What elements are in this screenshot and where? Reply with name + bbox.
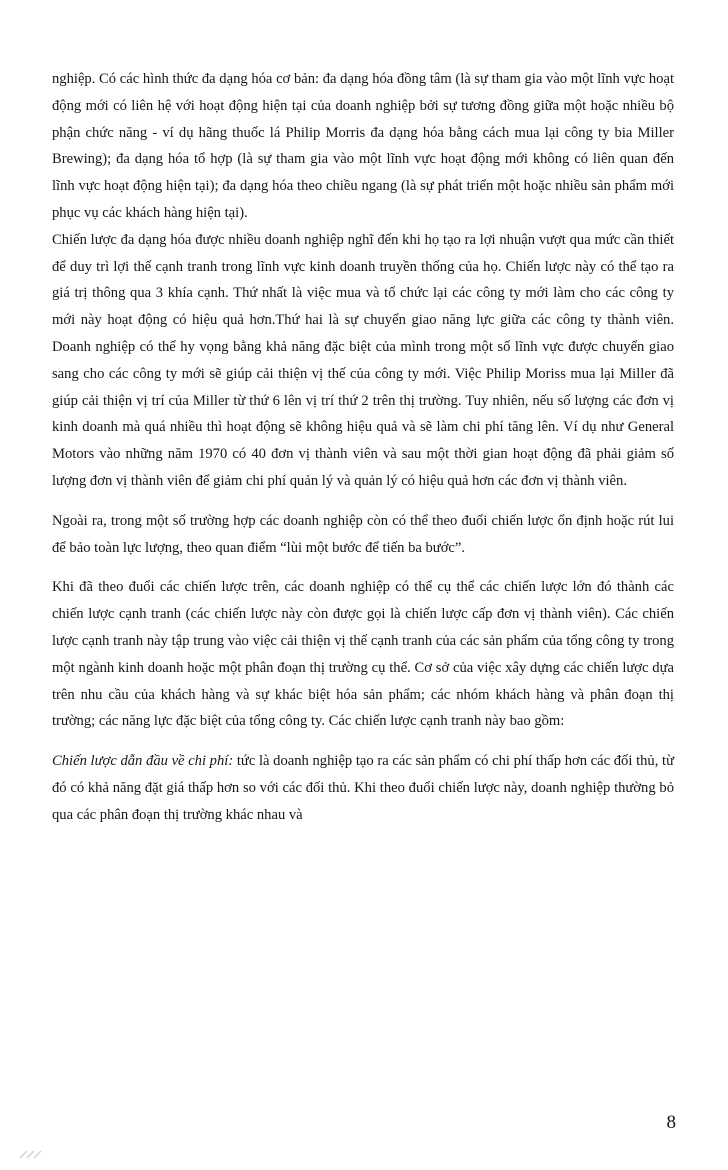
paragraph-diversification-forms <box>52 66 674 227</box>
paragraph-text: Khi đã theo đuổi các chiến lược trên, các doanh nghiệp có thể cụ thể các chiến lược lớn đó thành các chiến lược cạnh tranh (các chiến lược này còn được gọi là chiến lược cấp đơn vị thành viên). Các chiến lược cạnh tranh này tập trung vào việc cải thiện vị thế cạnh tranh của các sản phẩm của tổng công ty trong một ngành kinh doanh hoặc một phân đoạn thị trường cụ thể. Cơ sở của việc xây dựng các chiến lược dựa trên nhu cầu của khách hàng và sự khác biệt hóa sản phẩm; các nhóm khách hàng và phân đoạn thị trường; các năng lực đặc biệt của tổng công ty. Các chiến lược cạnh tranh này bao gồm: <box>52 579 674 730</box>
scan-mark-icon <box>18 1146 48 1160</box>
paragraph-lead-term: Chiến lược dẫn đầu về chi phí: <box>52 753 234 770</box>
paragraph-text: Ngoài ra, trong một số trường hợp các doanh nghiệp còn có thể theo đuổi chiến lược ổn định hoặc rút lui để bảo toàn lực lượng, theo quan điểm “lùi một bước để tiến ba bước”. <box>52 512 674 556</box>
paragraph-diversification-value <box>52 227 674 495</box>
paragraph-cost-leadership <box>52 748 674 828</box>
document-body <box>52 66 674 829</box>
page-number: 8 <box>666 1112 676 1133</box>
paragraph-stability-retreat <box>52 508 674 562</box>
paragraph-text: nghiệp. Có các hình thức đa dạng hóa cơ bản: đa dạng hóa đồng tâm (là sự tham gia vào một lĩnh vực hoạt động mới có liên hệ với hoạt động hiện tại của doanh nghiệp bởi sự tương đồng giữa một hoặc nhiều bộ phận chức năng - ví dụ hãng thuốc lá Philip Morris đa dạng hóa bằng cách mua lại công ty bia Miller Brewing); đa dạng hóa tổ hợp (là sự tham gia vào một lĩnh vực hoạt động mới không có liên quan đến lĩnh vực hoạt động hiện tại); đa dạng hóa theo chiều ngang (là sự phát triển một hoặc nhiều sản phẩm mới phục vụ các khách hàng hiện tại). <box>52 71 674 221</box>
paragraph-competitive-strategies <box>52 574 674 735</box>
paragraph-text: tức là doanh nghiệp tạo ra các sản phẩm có chi phí thấp hơn các đối thủ, từ đó có khả năng đặt giá thấp hơn so với các đối thủ. Khi theo đuổi chiến lược này, doanh nghiệp thường bỏ qua các phân đoạn thị trường khác nhau và <box>52 753 674 823</box>
paragraph-text: Chiến lược đa dạng hóa được nhiều doanh nghiệp nghĩ đến khi họ tạo ra lợi nhuận vượt qua mức cần thiết để duy trì lợi thế cạnh tranh trong lĩnh vực kinh doanh truyền thống của họ. Chiến lược này có thể tạo ra giá trị thông qua 3 khía cạnh. Thứ nhất là việc mua và tổ chức lại các công ty mới làm cho các công ty mới này hoạt động có hiệu quả hơn.Thứ hai là sự chuyển giao năng lực giữa các công ty thành viên. Doanh nghiệp có thể hy vọng bằng khả năng đặc biệt của mình trong một số lĩnh vực được chuyển giao sang cho các công ty mới sẽ giúp cải thiện vị thế của công ty mới. Việc Philip Moriss mua lại Miller đã giúp cải thiện vị trí của Miller từ thứ 6 lên vị trí thứ 2 trên thị trường. Tuy nhiên, nếu số lượng các đơn vị kinh doanh mà quá nhiều thì hoạt động sẽ không hiệu quả và sẽ làm chi phí tăng lên. Ví dụ như General Motors vào những năm 1970 có 40 đơn vị thành viên và sau một thời gian hoạt động đã phải giảm số lượng đơn vị thành viên để giảm chi phí quản lý và quản lý có hiệu quả hơn các đơn vị thành viên. <box>52 231 674 489</box>
